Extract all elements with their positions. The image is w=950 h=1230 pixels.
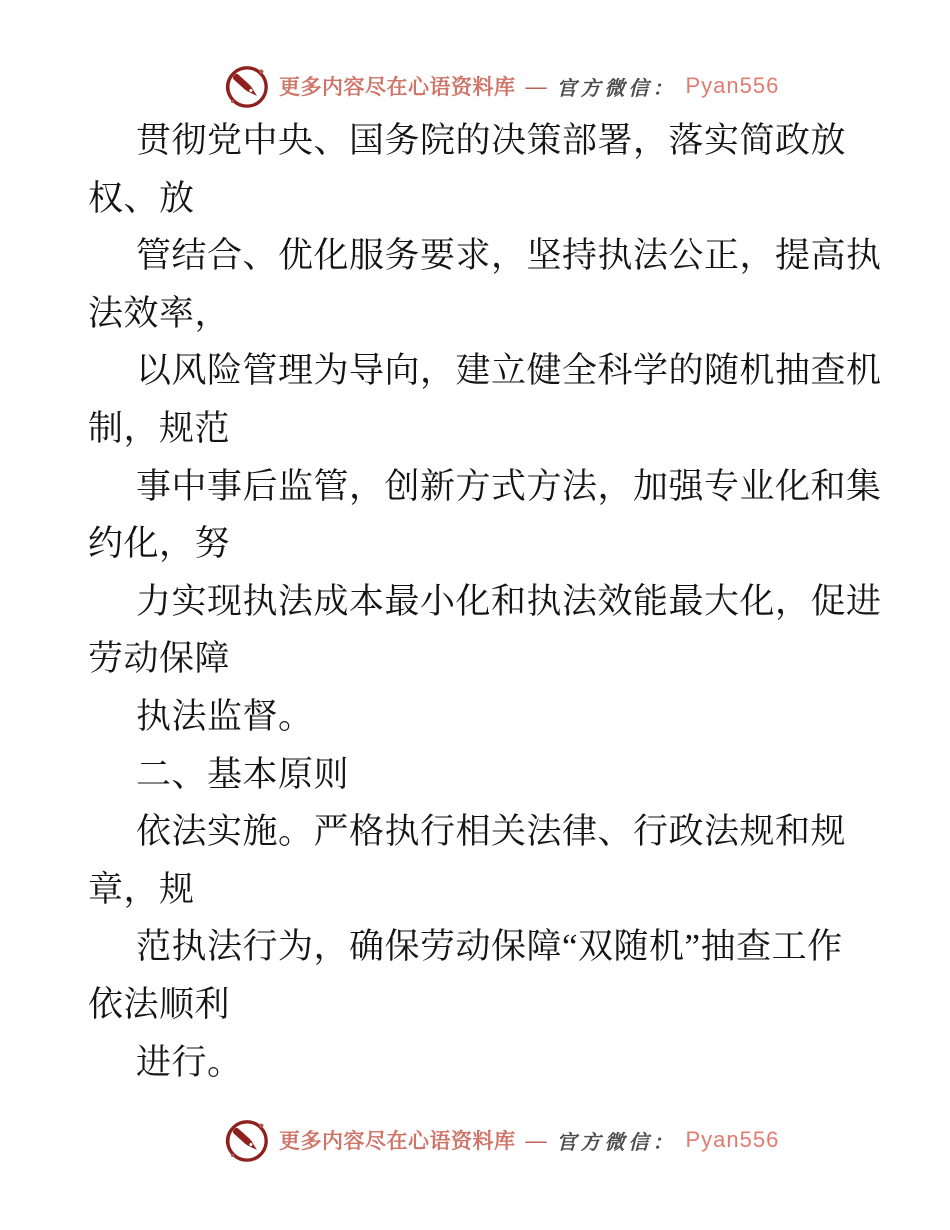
watermark-dash: — [525,73,547,98]
document-body [88,112,880,1091]
text-line: 贯彻党中央、国务院的决策部署，落实简政放 [136,121,847,160]
watermark-text: 更多内容尽在心语资料库 [279,75,516,99]
text-line: 约化，努 [88,524,231,564]
text-line: 依法实施。严格执行相关法律、行政法规和规 [136,812,847,852]
text-line: 管结合、优化服务要求，坚持执法公正，提高执 [136,236,882,276]
wechat-label: 官方微信： [556,75,677,100]
text-line: 依法顺利 [88,984,231,1024]
text-line: 劳动保障 [88,639,231,679]
text-line: 法效率， [88,293,231,333]
text-line: 执法监督。 [136,696,314,736]
text-line: 章，规 [88,869,195,909]
text-line: 力实现执法成本最小化和执法效能最大化，促进 [136,581,882,621]
text-line: 事中事后监管，创新方式方法，加强专业化和集 [136,466,882,506]
text-line: 范执法行为，确保劳动保障“双随机”抽查工作 [136,927,843,967]
watermark-text: 更多内容尽在心语资料库 [279,1129,516,1153]
footer-watermark [224,1116,779,1164]
wechat-id: Pyan556 [685,1127,780,1152]
header-watermark [224,62,779,110]
watermark-dash: — [525,1127,547,1152]
wechat-id: Pyan556 [685,73,780,98]
pen-circle-logo-icon [224,62,270,110]
text-line: 以风险管理为导向，建立健全科学的随机抽查机 [136,351,882,391]
wechat-label: 官方微信： [556,1129,677,1154]
text-line: 进行。 [136,1042,243,1082]
pen-circle-logo-icon [224,1116,270,1164]
section-heading: 二、基本原则 [136,754,350,794]
text-line: 权、放 [88,178,195,218]
text-line: 制，规范 [88,408,231,448]
